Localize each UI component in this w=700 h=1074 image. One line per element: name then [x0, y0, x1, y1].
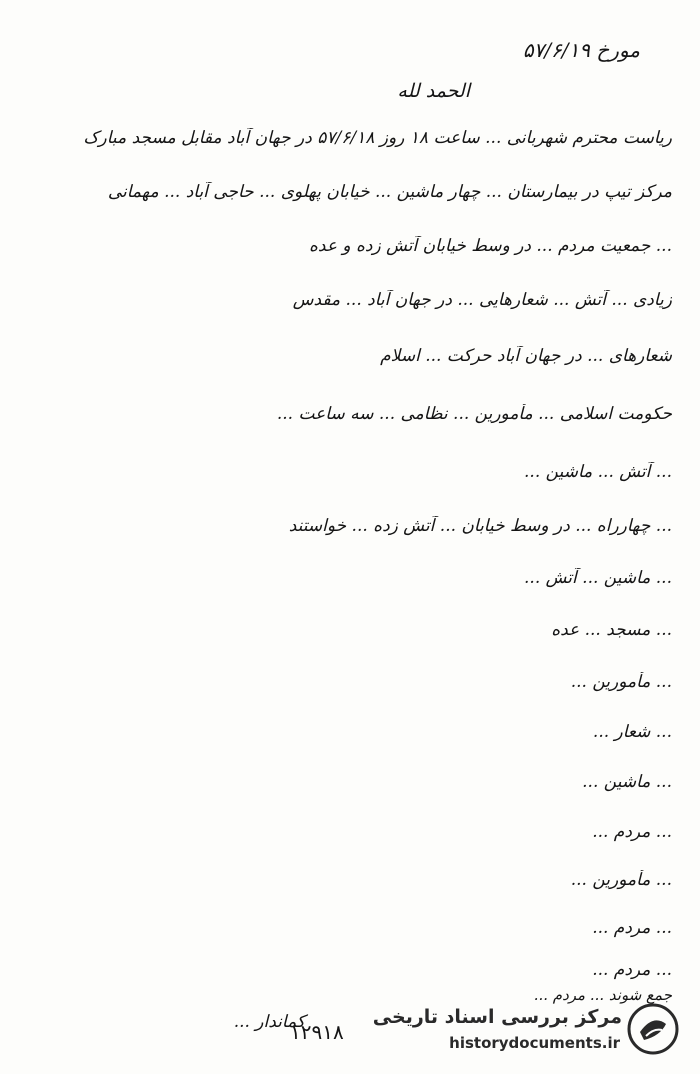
body-line: ... جمعیت مردم ... در وسط خیابان آتش زده و عده — [309, 236, 672, 256]
watermark-url: historydocuments.ir — [449, 1034, 620, 1052]
body-line: ... ماشین ... — [582, 772, 672, 792]
body-line: ... آتش ... ماشین ... — [524, 462, 672, 482]
body-line: شعارهای ... در جهان آباد حرکت ... اسلام — [380, 346, 672, 366]
body-line: مرکز تیپ در بیمارستان ... چهار ماشین ... خیابان پهلوی ... حاجی آباد ... مهمانی — [107, 182, 672, 202]
body-line: ... ماشین ... آتش ... — [524, 568, 672, 588]
document-date: مورخ ۵۷/۶/۱۹ — [522, 38, 640, 62]
body-line: ... مردم ... — [592, 960, 672, 980]
body-line: ... چهارراه ... در وسط خیابان ... آتش زده ... خواستند — [288, 516, 672, 536]
body-line: حکومت اسلامی ... مأمورین ... نظامی ... سه ساعت ... — [276, 404, 672, 424]
watermark-title: مرکز بررسی اسناد تاریخی — [372, 1006, 622, 1028]
site-watermark — [372, 1000, 686, 1060]
document-salutation: الحمد لله — [397, 80, 470, 102]
document-number: ۱۲۹۱۸ — [290, 1020, 344, 1044]
body-line: ... مردم ... — [592, 822, 672, 842]
body-line: ریاست محترم شهربانی ... ساعت ۱۸ روز ۵۷/۶/۱۸ در جهان آباد مقابل مسجد مبارک — [83, 128, 672, 148]
body-line: زیادی ... آتش ... شعارهایی ... در جهان آباد ... مقدس — [292, 290, 672, 310]
body-line: ... مأمورین ... — [570, 870, 672, 890]
body-line: ... مأمورین ... — [570, 672, 672, 692]
body-line: ... مسجد ... عده — [551, 620, 672, 640]
body-line: جمع شوند ... مردم ... — [533, 986, 672, 1004]
archive-scroll-icon — [626, 1002, 680, 1056]
document-signature: کماندار ... — [233, 1012, 305, 1032]
body-line: ... مردم ... — [592, 918, 672, 938]
body-line: ... شعار ... — [592, 722, 672, 742]
